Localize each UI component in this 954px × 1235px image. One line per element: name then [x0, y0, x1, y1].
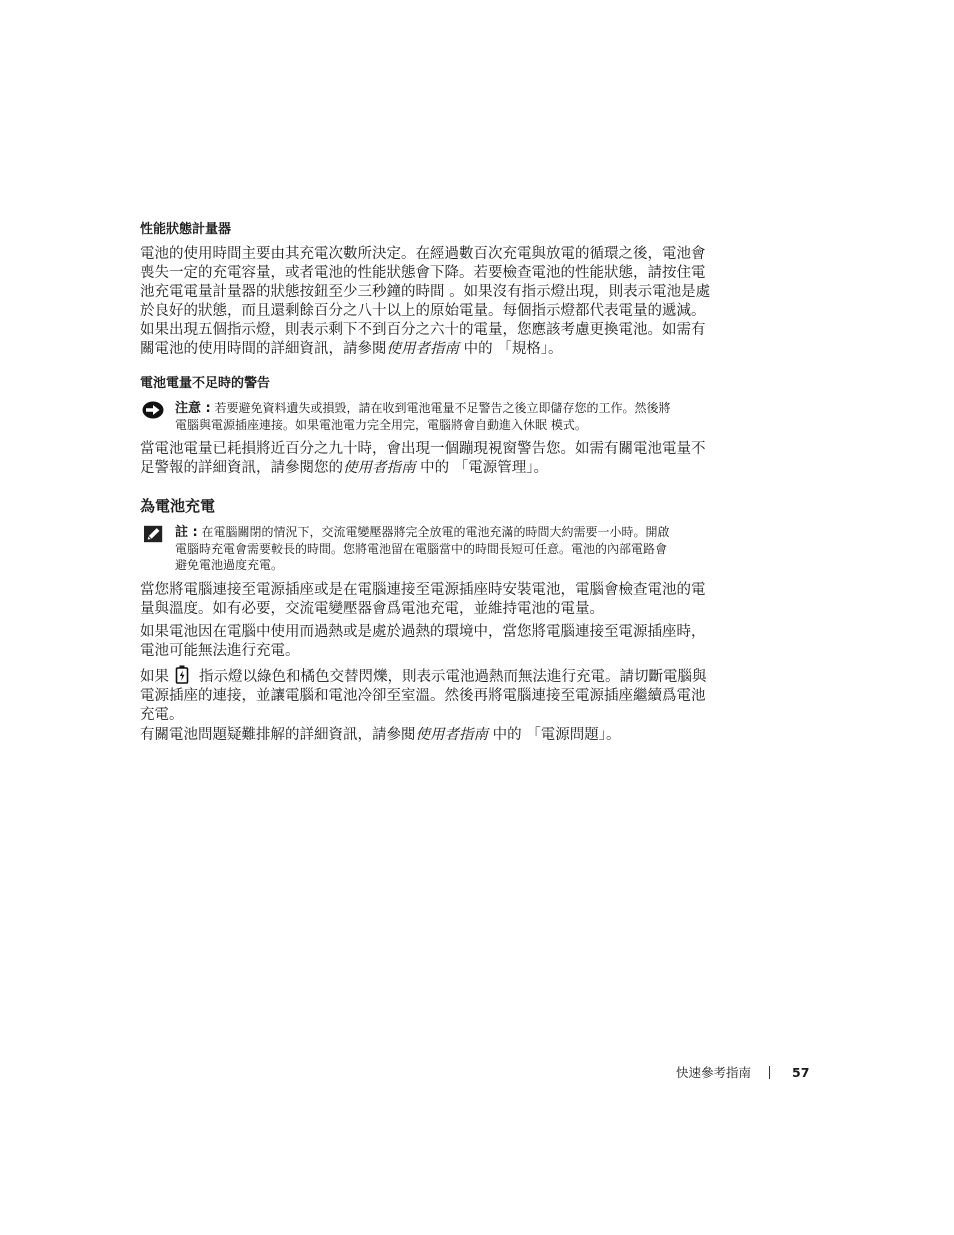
page-footer — [676, 1063, 809, 1081]
note-line: 避免電池過度充電。 — [175, 558, 284, 572]
text-fragment: 足警報的詳細資訊，請參閱您的 — [140, 460, 343, 476]
text-line: 如果電池因在電腦中使用而過熱或是處於過熱的環境中，當您將電腦連接至電源插座時， — [140, 624, 706, 640]
low-battery-paragraph — [140, 440, 756, 478]
text-fragment: 中的 「電源管理」。 — [415, 460, 548, 476]
text-line: 如果出現五個指示燈，則表示剩下不到百分之六十的電量，您應該考慮更換電池。如需有 — [140, 322, 706, 338]
gauge-paragraph — [140, 245, 756, 359]
text-line — [140, 340, 756, 359]
guide-reference: 使用者指南 — [386, 341, 459, 357]
text-fragment: 關電池的使用時間的詳細資訊，請參閱 — [140, 341, 387, 357]
charging-paragraph-3 — [140, 665, 756, 725]
note-pencil-icon — [144, 524, 164, 544]
notice-line: 電腦與電源插座連接。如果電池電力完全用完，電腦將會自動進入休眠 模式。 — [175, 418, 587, 432]
text-line: 電池的使用時間主要由其充電次數所決定。在經過數百次充電與放電的循環之後，電池會 — [140, 246, 706, 262]
notice-block — [140, 400, 760, 434]
page-number: 57 — [792, 1065, 810, 1080]
text-line: 充電。 — [140, 707, 184, 723]
text-fragment: 如果 — [140, 669, 169, 685]
guide-reference: 使用者指南 — [343, 460, 416, 476]
text-fragment: 中的 「規格」。 — [459, 341, 563, 357]
text-fragment: 有關電池問題疑難排解的詳細資訊，請參閱 — [140, 727, 416, 743]
note-text — [175, 524, 760, 573]
text-fragment: 若要避免資料遺失或損毀，請在收到電池電量不足警告之後立即儲存您的工作。然後將 — [210, 401, 671, 415]
battery-charge-icon — [175, 665, 189, 684]
note-label: 註 : — [175, 525, 198, 540]
notice-label: 注意 : — [175, 401, 211, 416]
note-block — [140, 524, 760, 574]
text-line: 電源插座的連接，並讓電腦和電池冷卻至室溫。然後再將電腦連接至電源插座繼續爲電池 — [140, 688, 706, 704]
low-battery-heading: 電池電量不足時的警告 — [140, 376, 271, 391]
notice-text — [175, 400, 760, 433]
notice-arrow-icon — [142, 401, 164, 419]
text-line: 當電池電量已耗損將近百分之九十時，會出現一個蹦現視窗警告您。如需有關電池電量不 — [140, 441, 706, 457]
text-line: 池充電電量計量器的狀態按鈕至少三秒鐘的時間 。如果沒有指示燈出現，則表示電池是處 — [140, 284, 711, 300]
text-line — [140, 459, 756, 478]
gauge-heading: 性能狀態計量器 — [140, 222, 232, 237]
text-line: 喪失一定的充電容量，或者電池的性能狀態會下降。若要檢查電池的性能狀態，請按住電 — [140, 265, 706, 281]
text-line: 當您將電腦連接至電源插座或是在電腦連接至電源插座時安裝電池，電腦會檢查電池的電 — [140, 582, 706, 598]
text-line: 電池可能無法進行充電。 — [140, 643, 300, 659]
text-fragment: 中的 「電源問題」。 — [488, 727, 621, 743]
charging-paragraph-2 — [140, 623, 756, 661]
text-line: 於良好的狀態，而且還剩餘百分之八十以上的原始電量。每個指示燈都代表電量的遞減。 — [140, 303, 706, 319]
notice-line — [175, 400, 760, 417]
text-fragment: 在電腦關閉的情況下，交流電變壓器將完全放電的電池充滿的時間大約需要一小時。開啟 — [197, 525, 670, 539]
guide-reference: 使用者指南 — [415, 727, 488, 743]
text-line — [140, 665, 756, 687]
charging-paragraph-4 — [140, 726, 756, 745]
note-line: 電腦時充電會需要較長的時間。您將電池留在電腦當中的時間長短可任意。電池的內部電路會 — [175, 542, 668, 556]
text-fragment: 指示燈以綠色和橘色交替閃爍，則表示電池過熱而無法進行充電。請切斷電腦與 — [199, 669, 707, 685]
text-line — [140, 726, 756, 745]
footer-title: 快速參考指南 — [676, 1065, 752, 1080]
charging-paragraph-1 — [140, 581, 756, 619]
note-line — [175, 524, 760, 541]
footer-separator — [769, 1066, 770, 1079]
charging-heading: 為電池充電 — [140, 497, 216, 515]
text-line: 量與溫度。如有必要，交流電變壓器會爲電池充電，並維持電池的電量。 — [140, 601, 604, 617]
